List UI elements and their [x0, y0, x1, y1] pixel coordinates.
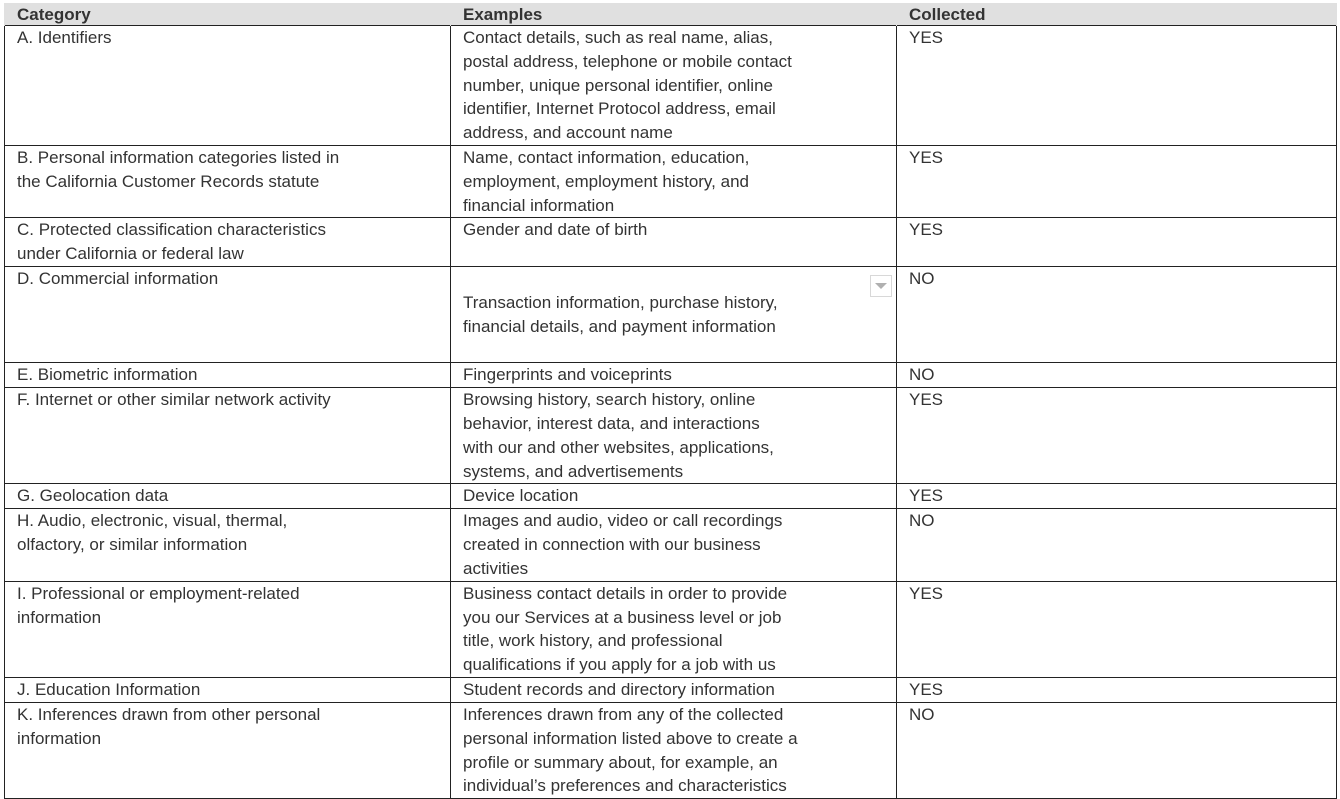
collected-cell: NO	[897, 363, 1337, 388]
table-row	[5, 581, 1337, 677]
examples-cell: Business contact details in order to provide you our Services at a business level or job title, work history, and professional qualifications if you apply for a job with us	[451, 581, 897, 677]
table-row	[5, 218, 1337, 267]
examples-cell: Student records and directory information	[451, 677, 897, 702]
collected-cell: NO	[897, 702, 1337, 798]
chevron-down-icon	[875, 283, 887, 289]
examples-cell	[451, 266, 897, 362]
category-cell: E. Biometric information	[5, 363, 451, 388]
table-header-row	[5, 4, 1337, 26]
table-row	[5, 484, 1337, 509]
collected-cell: YES	[897, 388, 1337, 484]
collected-cell: YES	[897, 677, 1337, 702]
category-cell: G. Geolocation data	[5, 484, 451, 509]
examples-text: Transaction information, purchase history, financial details, and payment information	[463, 292, 778, 336]
table-row	[5, 388, 1337, 484]
collected-cell: YES	[897, 581, 1337, 677]
header-examples: Examples	[451, 4, 897, 26]
examples-cell: Fingerprints and voiceprints	[451, 363, 897, 388]
collected-cell: YES	[897, 218, 1337, 267]
collected-cell: NO	[897, 266, 1337, 362]
category-cell: B. Personal information categories listed in the California Customer Records statute	[5, 146, 451, 218]
table-row	[5, 26, 1337, 146]
category-cell: K. Inferences drawn from other personal information	[5, 702, 451, 798]
collected-cell: YES	[897, 484, 1337, 509]
table-row	[5, 146, 1337, 218]
collected-cell: NO	[897, 509, 1337, 581]
category-cell: I. Professional or employment-related information	[5, 581, 451, 677]
category-cell: J. Education Information	[5, 677, 451, 702]
header-category: Category	[5, 4, 451, 26]
table-row	[5, 702, 1337, 798]
dropdown-toggle-button[interactable]	[870, 275, 892, 297]
category-cell: C. Protected classification characteristics under California or federal law	[5, 218, 451, 267]
category-cell: A. Identifiers	[5, 26, 451, 146]
examples-cell: Gender and date of birth	[451, 218, 897, 267]
table-row	[5, 677, 1337, 702]
examples-cell: Contact details, such as real name, alias, postal address, telephone or mobile contact number, unique personal identifier, online identifier, Internet Protocol address, email address, and account name	[451, 26, 897, 146]
personal-information-table	[4, 3, 1337, 799]
collected-cell: YES	[897, 26, 1337, 146]
table-row	[5, 363, 1337, 388]
header-collected: Collected	[897, 4, 1337, 26]
table-row	[5, 266, 1337, 362]
collected-cell: YES	[897, 146, 1337, 218]
examples-cell: Browsing history, search history, online behavior, interest data, and interactions with our and other websites, applications, systems, and advertisements	[451, 388, 897, 484]
examples-cell: Inferences drawn from any of the collected personal information listed above to create a profile or summary about, for example, an individual’s preferences and characteristics	[451, 702, 897, 798]
table-row	[5, 509, 1337, 581]
category-cell: H. Audio, electronic, visual, thermal, olfactory, or similar information	[5, 509, 451, 581]
examples-cell: Images and audio, video or call recordings created in connection with our business activities	[451, 509, 897, 581]
category-cell: D. Commercial information	[5, 266, 451, 362]
category-cell: F. Internet or other similar network activity	[5, 388, 451, 484]
examples-cell: Name, contact information, education, employment, employment history, and financial information	[451, 146, 897, 218]
examples-cell: Device location	[451, 484, 897, 509]
